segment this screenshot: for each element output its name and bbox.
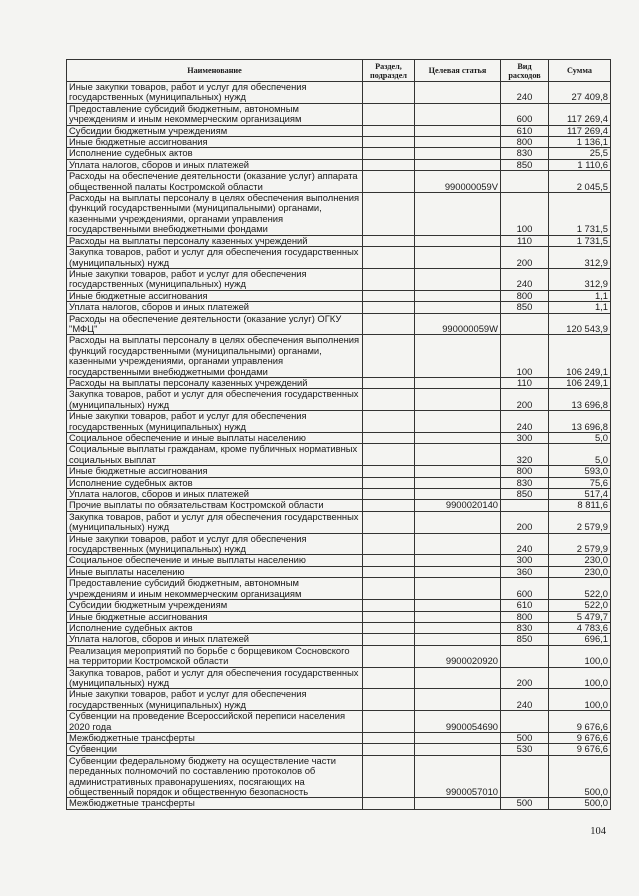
table-row bbox=[67, 500, 611, 511]
expense-cell: 240 bbox=[501, 268, 549, 290]
table-row bbox=[67, 732, 611, 743]
section-cell bbox=[363, 500, 415, 511]
name-cell: Предоставление субсидий бюджетным, автономным учреждениям и иным некоммерческим организациям bbox=[67, 103, 363, 125]
section-cell bbox=[363, 433, 415, 444]
name-cell: Уплата налогов, сборов и иных платежей bbox=[67, 302, 363, 313]
section-cell bbox=[363, 302, 415, 313]
expense-cell: 100 bbox=[501, 193, 549, 236]
name-cell: Иные бюджетные ассигнования bbox=[67, 137, 363, 148]
table-row bbox=[67, 377, 611, 388]
table-row bbox=[67, 313, 611, 335]
table-row bbox=[67, 634, 611, 645]
table-row bbox=[67, 600, 611, 611]
sum-cell: 2 579,9 bbox=[549, 533, 611, 555]
target-cell bbox=[415, 732, 501, 743]
target-cell bbox=[415, 137, 501, 148]
name-cell: Субвенции bbox=[67, 744, 363, 755]
name-cell: Социальное обеспечение и иные выплаты населению bbox=[67, 433, 363, 444]
sum-cell: 106 249,1 bbox=[549, 335, 611, 378]
section-cell bbox=[363, 511, 415, 533]
expense-cell: 800 bbox=[501, 466, 549, 477]
section-cell bbox=[363, 634, 415, 645]
section-cell bbox=[363, 555, 415, 566]
target-cell bbox=[415, 268, 501, 290]
sum-cell: 1 136,1 bbox=[549, 137, 611, 148]
target-cell bbox=[415, 744, 501, 755]
section-cell bbox=[363, 645, 415, 667]
section-cell bbox=[363, 533, 415, 555]
table-row bbox=[67, 444, 611, 466]
target-cell bbox=[415, 247, 501, 269]
name-cell: Иные бюджетные ассигнования bbox=[67, 611, 363, 622]
target-cell bbox=[415, 193, 501, 236]
table-row bbox=[67, 755, 611, 798]
sum-cell: 517,4 bbox=[549, 489, 611, 500]
target-cell bbox=[415, 611, 501, 622]
section-cell bbox=[363, 335, 415, 378]
expense-cell: 600 bbox=[501, 103, 549, 125]
section-cell bbox=[363, 689, 415, 711]
expense-cell bbox=[501, 500, 549, 511]
target-cell bbox=[415, 578, 501, 600]
expense-cell: 610 bbox=[501, 600, 549, 611]
table-row bbox=[67, 137, 611, 148]
target-cell bbox=[415, 159, 501, 170]
name-cell: Расходы на выплаты персоналу в целях обеспечения выполнения функций государственными (муниципальными) органами, казенными учреждениями, органами управления государственными внебюджетными фондами bbox=[67, 193, 363, 236]
expense-cell: 300 bbox=[501, 555, 549, 566]
target-cell bbox=[415, 433, 501, 444]
sum-cell: 230,0 bbox=[549, 555, 611, 566]
table-row bbox=[67, 159, 611, 170]
table-row bbox=[67, 82, 611, 104]
expense-cell bbox=[501, 313, 549, 335]
section-cell bbox=[363, 578, 415, 600]
name-cell: Закупка товаров, работ и услуг для обеспечения государственных (муниципальных) нужд bbox=[67, 511, 363, 533]
target-cell bbox=[415, 444, 501, 466]
sum-cell: 312,9 bbox=[549, 268, 611, 290]
target-cell bbox=[415, 411, 501, 433]
table-row bbox=[67, 555, 611, 566]
name-cell: Исполнение судебных актов bbox=[67, 622, 363, 633]
section-cell bbox=[363, 247, 415, 269]
name-cell: Реализация мероприятий по борьбе с борщевиком Сосновского на территории Костромской области bbox=[67, 645, 363, 667]
table-row bbox=[67, 302, 611, 313]
target-cell bbox=[415, 389, 501, 411]
section-cell bbox=[363, 290, 415, 301]
table-row bbox=[67, 667, 611, 689]
expense-cell: 240 bbox=[501, 533, 549, 555]
name-cell: Субвенции на проведение Всероссийской переписи населения 2020 года bbox=[67, 711, 363, 733]
name-cell: Расходы на обеспечение деятельности (оказание услуг) ОГКУ "МФЦ" bbox=[67, 313, 363, 335]
page-number: 104 bbox=[590, 826, 606, 837]
target-cell bbox=[415, 466, 501, 477]
expense-cell: 300 bbox=[501, 433, 549, 444]
target-cell bbox=[415, 489, 501, 500]
table-row bbox=[67, 622, 611, 633]
name-cell: Иные выплаты населению bbox=[67, 566, 363, 577]
table-row bbox=[67, 466, 611, 477]
expense-cell: 850 bbox=[501, 489, 549, 500]
section-cell bbox=[363, 377, 415, 388]
table-row bbox=[67, 235, 611, 246]
table-row bbox=[67, 645, 611, 667]
table-row bbox=[67, 433, 611, 444]
name-cell: Закупка товаров, работ и услуг для обеспечения государственных (муниципальных) нужд bbox=[67, 389, 363, 411]
sum-cell: 100,0 bbox=[549, 689, 611, 711]
target-cell: 9900020920 bbox=[415, 645, 501, 667]
expense-cell: 200 bbox=[501, 247, 549, 269]
sum-cell: 2 579,9 bbox=[549, 511, 611, 533]
expense-cell: 800 bbox=[501, 611, 549, 622]
expense-cell bbox=[501, 645, 549, 667]
section-cell bbox=[363, 611, 415, 622]
table-row bbox=[67, 566, 611, 577]
expense-cell: 800 bbox=[501, 290, 549, 301]
section-cell bbox=[363, 389, 415, 411]
sum-cell: 9 676,6 bbox=[549, 732, 611, 743]
table-row bbox=[67, 290, 611, 301]
section-cell bbox=[363, 411, 415, 433]
table-row bbox=[67, 533, 611, 555]
table-header-row bbox=[67, 60, 611, 82]
target-cell bbox=[415, 377, 501, 388]
sum-cell: 100,0 bbox=[549, 667, 611, 689]
section-cell bbox=[363, 103, 415, 125]
table-row bbox=[67, 335, 611, 378]
section-cell bbox=[363, 193, 415, 236]
section-cell bbox=[363, 489, 415, 500]
table-body bbox=[67, 82, 611, 810]
section-cell bbox=[363, 755, 415, 798]
sum-cell: 100,0 bbox=[549, 645, 611, 667]
name-cell: Субсидии бюджетным учреждениям bbox=[67, 600, 363, 611]
table-row bbox=[67, 103, 611, 125]
table-row bbox=[67, 148, 611, 159]
expense-cell bbox=[501, 711, 549, 733]
target-cell bbox=[415, 125, 501, 136]
target-cell bbox=[415, 148, 501, 159]
table-row bbox=[67, 411, 611, 433]
sum-cell: 1 110,6 bbox=[549, 159, 611, 170]
name-cell: Иные закупки товаров, работ и услуг для обеспечения государственных (муниципальных) нужд bbox=[67, 268, 363, 290]
target-cell bbox=[415, 511, 501, 533]
name-cell: Расходы на обеспечение деятельности (оказание услуг) аппарата общественной палаты Костромской области bbox=[67, 171, 363, 193]
name-cell: Уплата налогов, сборов и иных платежей bbox=[67, 159, 363, 170]
sum-cell: 8 811,6 bbox=[549, 500, 611, 511]
name-cell: Расходы на выплаты персоналу в целях обеспечения выполнения функций государственными (муниципальными) органами, казенными учреждениями, органами управления государственными внебюджетными фондами bbox=[67, 335, 363, 378]
expense-cell: 110 bbox=[501, 235, 549, 246]
expense-cell: 240 bbox=[501, 411, 549, 433]
table-row bbox=[67, 511, 611, 533]
section-cell bbox=[363, 82, 415, 104]
name-cell: Иные закупки товаров, работ и услуг для обеспечения государственных (муниципальных) нужд bbox=[67, 82, 363, 104]
table-row bbox=[67, 578, 611, 600]
sum-cell: 1,1 bbox=[549, 302, 611, 313]
target-cell: 9900020140 bbox=[415, 500, 501, 511]
table-row bbox=[67, 171, 611, 193]
section-cell bbox=[363, 466, 415, 477]
header-section: Раздел, подраздел bbox=[363, 60, 415, 82]
sum-cell: 13 696,8 bbox=[549, 389, 611, 411]
section-cell bbox=[363, 235, 415, 246]
target-cell bbox=[415, 103, 501, 125]
sum-cell: 9 676,6 bbox=[549, 744, 611, 755]
expense-cell bbox=[501, 171, 549, 193]
name-cell: Иные бюджетные ассигнования bbox=[67, 290, 363, 301]
target-cell: 9900057010 bbox=[415, 755, 501, 798]
section-cell bbox=[363, 622, 415, 633]
budget-table bbox=[66, 59, 611, 810]
target-cell bbox=[415, 235, 501, 246]
target-cell bbox=[415, 477, 501, 488]
table-row bbox=[67, 477, 611, 488]
section-cell bbox=[363, 566, 415, 577]
section-cell bbox=[363, 268, 415, 290]
sum-cell: 500,0 bbox=[549, 755, 611, 798]
section-cell bbox=[363, 444, 415, 466]
header-expense: Вид расходов bbox=[501, 60, 549, 82]
table-row bbox=[67, 798, 611, 809]
section-cell bbox=[363, 137, 415, 148]
table-row bbox=[67, 489, 611, 500]
sum-cell: 9 676,6 bbox=[549, 711, 611, 733]
table-row bbox=[67, 268, 611, 290]
sum-cell: 117 269,4 bbox=[549, 103, 611, 125]
header-name: Наименование bbox=[67, 60, 363, 82]
sum-cell: 120 543,9 bbox=[549, 313, 611, 335]
expense-cell: 850 bbox=[501, 302, 549, 313]
expense-cell: 500 bbox=[501, 732, 549, 743]
section-cell bbox=[363, 171, 415, 193]
target-cell: 990000059V bbox=[415, 171, 501, 193]
table-row bbox=[67, 744, 611, 755]
name-cell: Расходы на выплаты персоналу казенных учреждений bbox=[67, 377, 363, 388]
section-cell bbox=[363, 159, 415, 170]
target-cell bbox=[415, 798, 501, 809]
target-cell bbox=[415, 82, 501, 104]
section-cell bbox=[363, 125, 415, 136]
expense-cell: 600 bbox=[501, 578, 549, 600]
name-cell: Закупка товаров, работ и услуг для обеспечения государственных (муниципальных) нужд bbox=[67, 247, 363, 269]
sum-cell: 1,1 bbox=[549, 290, 611, 301]
sum-cell: 27 409,8 bbox=[549, 82, 611, 104]
name-cell: Субвенции федеральному бюджету на осуществление части переданных полномочий по составлению протоколов об административных правонарушениях, посягающих на общественный порядок и общественную безопасность bbox=[67, 755, 363, 798]
expense-cell: 100 bbox=[501, 335, 549, 378]
table-row bbox=[67, 711, 611, 733]
expense-cell: 200 bbox=[501, 667, 549, 689]
header-target: Целевая статья bbox=[415, 60, 501, 82]
expense-cell: 800 bbox=[501, 137, 549, 148]
expense-cell: 320 bbox=[501, 444, 549, 466]
name-cell: Иные закупки товаров, работ и услуг для обеспечения государственных (муниципальных) нужд bbox=[67, 533, 363, 555]
expense-cell: 360 bbox=[501, 566, 549, 577]
sum-cell: 5,0 bbox=[549, 433, 611, 444]
sum-cell: 117 269,4 bbox=[549, 125, 611, 136]
target-cell bbox=[415, 600, 501, 611]
target-cell bbox=[415, 634, 501, 645]
name-cell: Расходы на выплаты персоналу казенных учреждений bbox=[67, 235, 363, 246]
target-cell bbox=[415, 689, 501, 711]
expense-cell: 530 bbox=[501, 744, 549, 755]
sum-cell: 75,6 bbox=[549, 477, 611, 488]
sum-cell: 230,0 bbox=[549, 566, 611, 577]
table-row bbox=[67, 193, 611, 236]
sum-cell: 500,0 bbox=[549, 798, 611, 809]
sum-cell: 522,0 bbox=[549, 600, 611, 611]
sum-cell: 1 731,5 bbox=[549, 193, 611, 236]
sum-cell: 13 696,8 bbox=[549, 411, 611, 433]
sum-cell: 4 783,6 bbox=[549, 622, 611, 633]
name-cell: Социальные выплаты гражданам, кроме публичных нормативных социальных выплат bbox=[67, 444, 363, 466]
expense-cell: 500 bbox=[501, 798, 549, 809]
target-cell bbox=[415, 622, 501, 633]
target-cell bbox=[415, 335, 501, 378]
expense-cell: 200 bbox=[501, 389, 549, 411]
expense-cell: 240 bbox=[501, 689, 549, 711]
table-row bbox=[67, 689, 611, 711]
expense-cell: 240 bbox=[501, 82, 549, 104]
section-cell bbox=[363, 148, 415, 159]
sum-cell: 25,5 bbox=[549, 148, 611, 159]
section-cell bbox=[363, 600, 415, 611]
name-cell: Иные закупки товаров, работ и услуг для обеспечения государственных (муниципальных) нужд bbox=[67, 689, 363, 711]
sum-cell: 522,0 bbox=[549, 578, 611, 600]
section-cell bbox=[363, 744, 415, 755]
target-cell bbox=[415, 667, 501, 689]
name-cell: Предоставление субсидий бюджетным, автономным учреждениям и иным некоммерческим организациям bbox=[67, 578, 363, 600]
expense-cell: 200 bbox=[501, 511, 549, 533]
expense-cell bbox=[501, 755, 549, 798]
section-cell bbox=[363, 711, 415, 733]
name-cell: Исполнение судебных актов bbox=[67, 148, 363, 159]
target-cell: 9900054690 bbox=[415, 711, 501, 733]
table-row bbox=[67, 611, 611, 622]
header-sum: Сумма bbox=[549, 60, 611, 82]
name-cell: Уплата налогов, сборов и иных платежей bbox=[67, 634, 363, 645]
sum-cell: 1 731,5 bbox=[549, 235, 611, 246]
name-cell: Иные закупки товаров, работ и услуг для обеспечения государственных (муниципальных) нужд bbox=[67, 411, 363, 433]
target-cell bbox=[415, 533, 501, 555]
name-cell: Уплата налогов, сборов и иных платежей bbox=[67, 489, 363, 500]
sum-cell: 312,9 bbox=[549, 247, 611, 269]
sum-cell: 696,1 bbox=[549, 634, 611, 645]
sum-cell: 106 249,1 bbox=[549, 377, 611, 388]
sum-cell: 5 479,7 bbox=[549, 611, 611, 622]
section-cell bbox=[363, 667, 415, 689]
table-row bbox=[67, 125, 611, 136]
target-cell bbox=[415, 555, 501, 566]
expense-cell: 610 bbox=[501, 125, 549, 136]
target-cell bbox=[415, 290, 501, 301]
expense-cell: 850 bbox=[501, 634, 549, 645]
sum-cell: 593,0 bbox=[549, 466, 611, 477]
section-cell bbox=[363, 798, 415, 809]
name-cell: Иные бюджетные ассигнования bbox=[67, 466, 363, 477]
name-cell: Закупка товаров, работ и услуг для обеспечения государственных (муниципальных) нужд bbox=[67, 667, 363, 689]
sum-cell: 2 045,5 bbox=[549, 171, 611, 193]
expense-cell: 830 bbox=[501, 622, 549, 633]
expense-cell: 830 bbox=[501, 477, 549, 488]
name-cell: Субсидии бюджетным учреждениям bbox=[67, 125, 363, 136]
target-cell bbox=[415, 566, 501, 577]
table-row bbox=[67, 389, 611, 411]
expense-cell: 110 bbox=[501, 377, 549, 388]
name-cell: Исполнение судебных актов bbox=[67, 477, 363, 488]
section-cell bbox=[363, 732, 415, 743]
name-cell: Межбюджетные трансферты bbox=[67, 732, 363, 743]
expense-cell: 830 bbox=[501, 148, 549, 159]
name-cell: Межбюджетные трансферты bbox=[67, 798, 363, 809]
target-cell: 990000059W bbox=[415, 313, 501, 335]
name-cell: Социальное обеспечение и иные выплаты населению bbox=[67, 555, 363, 566]
section-cell bbox=[363, 313, 415, 335]
sum-cell: 5,0 bbox=[549, 444, 611, 466]
target-cell bbox=[415, 302, 501, 313]
section-cell bbox=[363, 477, 415, 488]
table-row bbox=[67, 247, 611, 269]
expense-cell: 850 bbox=[501, 159, 549, 170]
name-cell: Прочие выплаты по обязательствам Костромской области bbox=[67, 500, 363, 511]
